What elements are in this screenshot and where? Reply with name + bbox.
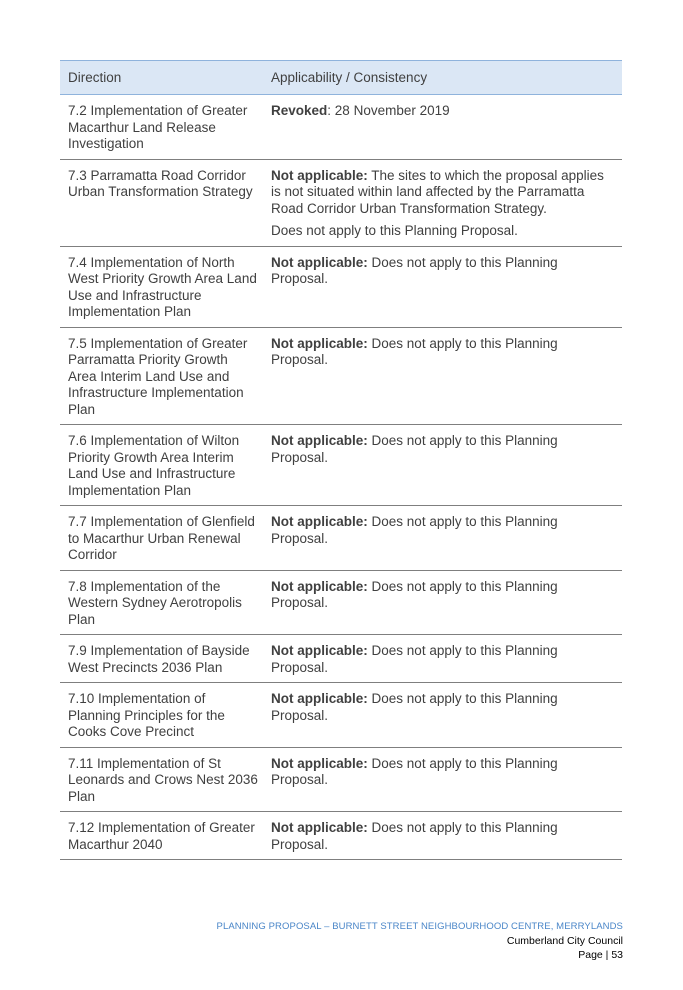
header-direction: Direction	[60, 61, 263, 95]
applicability-paragraph	[271, 255, 614, 288]
status-label: Not applicable:	[271, 167, 368, 183]
directions-table-container	[60, 60, 622, 860]
table-row	[60, 812, 622, 860]
table-row	[60, 747, 622, 812]
status-label: Not applicable:	[271, 514, 368, 529]
table-header-row	[60, 61, 622, 95]
direction-cell: 7.2 Implementation of Greater Macarthur Land Release Investigation	[60, 95, 263, 160]
footer-page-number: Page | 53	[578, 949, 623, 961]
table-header	[60, 61, 622, 95]
applicability-text: Does not apply to this Planning Proposal.	[271, 335, 558, 367]
applicability-cell	[263, 95, 622, 160]
status-label: Not applicable:	[271, 254, 368, 270]
direction-cell: 7.12 Implementation of Greater Macarthur 2040	[60, 812, 263, 860]
applicability-note: Does not apply to this Planning Proposal.	[271, 223, 518, 238]
applicability-paragraph	[271, 433, 614, 466]
status-label: Not applicable:	[271, 755, 368, 771]
direction-cell: 7.10 Implementation of Planning Principles for the Cooks Cove Precinct	[60, 683, 263, 748]
direction-cell: 7.5 Implementation of Greater Parramatta Priority Growth Area Interim Land Use and Infrastructure Implementation Plan	[60, 327, 263, 425]
applicability-cell	[263, 570, 622, 635]
status-label: Not applicable:	[271, 578, 368, 594]
applicability-text: Does not apply to this Planning Proposal.	[271, 755, 558, 787]
applicability-paragraph	[271, 103, 614, 120]
applicability-cell	[263, 327, 622, 425]
direction-cell: 7.4 Implementation of North West Priority Growth Area Land Use and Infrastructure Implementation Plan	[60, 246, 263, 327]
status-label: Not applicable:	[271, 691, 368, 706]
header-applicability: Applicability / Consistency	[263, 61, 622, 95]
table-row	[60, 570, 622, 635]
table-row	[60, 159, 622, 246]
applicability-cell	[263, 635, 622, 683]
direction-cell: 7.3 Parramatta Road Corridor Urban Transformation Strategy	[60, 159, 263, 246]
applicability-text: Does not apply to this Planning Proposal.	[271, 514, 558, 546]
table-row	[60, 635, 622, 683]
table-row	[60, 683, 622, 748]
table-row	[60, 327, 622, 425]
applicability-paragraph	[271, 643, 614, 676]
footer-council: Cumberland City Council	[506, 935, 623, 947]
table-body	[60, 95, 622, 860]
applicability-cell	[263, 246, 622, 327]
applicability-text: The sites to which the proposal applies is not situated within land affected by the Parramatta Road Corridor Urban Transformation Strategy.	[271, 167, 604, 216]
applicability-paragraph	[271, 579, 614, 612]
status-label: Not applicable:	[271, 643, 368, 658]
status-label: Not applicable:	[271, 335, 368, 351]
direction-cell: 7.7 Implementation of Glenfield to Macarthur Urban Renewal Corridor	[60, 506, 263, 571]
direction-cell: 7.6 Implementation of Wilton Priority Growth Area Interim Land Use and Infrastructure Implementation Plan	[60, 425, 263, 506]
applicability-paragraph	[271, 514, 614, 547]
applicability-paragraph	[271, 168, 614, 218]
direction-cell: 7.9 Implementation of Bayside West Precincts 2036 Plan	[60, 635, 263, 683]
status-separator: :	[327, 103, 335, 118]
page-footer	[217, 920, 623, 962]
applicability-text: Does not apply to this Planning Proposal.	[271, 820, 558, 852]
table-row	[60, 425, 622, 506]
applicability-paragraph	[271, 336, 614, 369]
table-row	[60, 506, 622, 571]
status-label: Not applicable:	[271, 433, 368, 448]
applicability-cell	[263, 812, 622, 860]
table-row	[60, 246, 622, 327]
applicability-cell	[263, 506, 622, 571]
applicability-text: Does not apply to this Planning Proposal.	[271, 433, 558, 465]
applicability-text: Does not apply to this Planning Proposal.	[271, 578, 558, 610]
status-label: Not applicable:	[271, 820, 368, 835]
applicability-text: 28 November 2019	[334, 103, 450, 118]
direction-cell: 7.11 Implementation of St Leonards and Crows Nest 2036 Plan	[60, 747, 263, 812]
footer-document-title: PLANNING PROPOSAL – BURNETT STREET NEIGHBOURHOOD CENTRE, MERRYLANDS	[216, 921, 623, 932]
direction-cell: 7.8 Implementation of the Western Sydney Aerotropolis Plan	[60, 570, 263, 635]
applicability-text: Does not apply to this Planning Proposal.	[271, 691, 558, 723]
applicability-cell	[263, 159, 622, 246]
applicability-paragraph	[271, 756, 614, 789]
applicability-cell	[263, 425, 622, 506]
directions-table	[60, 60, 622, 860]
applicability-cell	[263, 747, 622, 812]
applicability-paragraph	[271, 691, 614, 724]
applicability-paragraph	[271, 820, 614, 853]
applicability-text: Does not apply to this Planning Proposal.	[271, 643, 558, 675]
applicability-text: Does not apply to this Planning Proposal.	[271, 254, 558, 286]
status-label: Revoked	[271, 103, 328, 118]
applicability-cell	[263, 683, 622, 748]
table-row	[60, 95, 622, 160]
